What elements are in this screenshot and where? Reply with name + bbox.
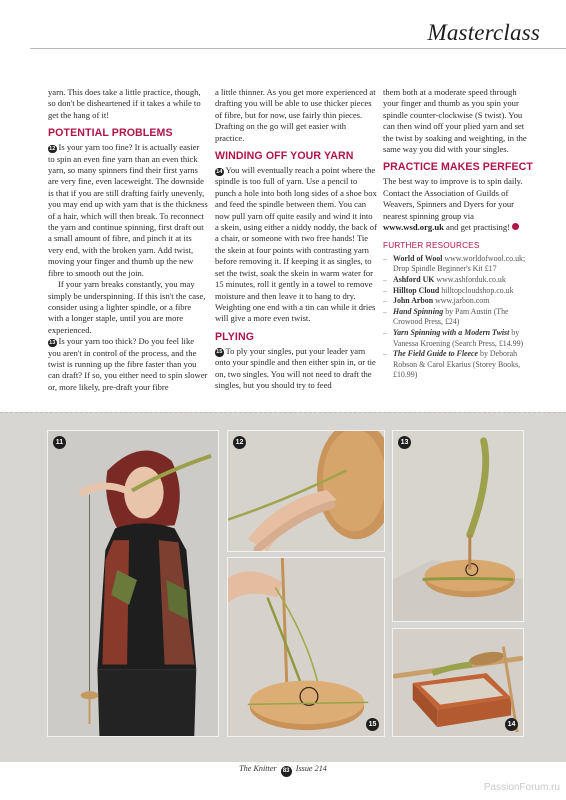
resource-name: The Field Guide to Fleece (393, 349, 479, 359)
resource-name: John Arbon (393, 296, 434, 306)
resource-name: Hilltop Cloud (393, 285, 440, 295)
further-resources-heading: FURTHER RESOURCES (383, 241, 480, 251)
resource-item (383, 296, 533, 307)
photo-tag-15: 15 (366, 718, 379, 731)
paragraph-step-12 (48, 142, 208, 279)
step-number-12: 12 (49, 145, 56, 152)
resource-item (383, 307, 533, 328)
end-mark-icon (512, 223, 519, 230)
resource-detail: by Deborah Robson & Carol Ekarius (Storey Books, £10.99) (393, 349, 521, 380)
heading-winding-off: WINDING OFF YOUR YARN (215, 150, 354, 163)
resource-item (383, 275, 533, 286)
photo-tag-14: 14 (505, 718, 518, 731)
resources-list (383, 254, 533, 381)
heading-practice: PRACTICE MAKES PERFECT (383, 161, 533, 174)
resource-detail: by Vanessa Kroening (Search Press, £14.99) (393, 328, 524, 348)
step-number-13: 13 (49, 339, 56, 346)
step-number-14: 14 (216, 168, 223, 175)
wsd-link[interactable]: www.wsd.org.uk (383, 222, 444, 233)
photo-tag-12: 12 (233, 436, 246, 449)
step-14-text: You will eventually reach a point where the spindle is too full of yarn. Use a pencil to punch a hole into both long sides of a shoe box and feed the spindle between them. You can now pull yarn off quite easily and wind it into a skein, using either a niddy noddy, the back of a chair, or someone with two free hands! Tie the skein at four points with contrasting yarn before removing it. If keeping it as singles, to set the twist, soak the skein in warm water for 15 minutes, roll it gently in a towel to remove moisture and then leave it to hang to dry. Weighting one end with a tin can while it dries will give a more even twist. (215, 165, 377, 324)
resource-name: World of Wool (393, 253, 443, 263)
column-2 (215, 87, 377, 391)
resource-item (383, 349, 533, 381)
resource-item (383, 254, 533, 275)
resource-item (383, 286, 533, 297)
step-number-15: 15 (216, 349, 223, 356)
col2-intro: a little thinner. As you get more experienced at drafting you will be able to use thicker pieces of fibre, but for now, use fairly thin pieces. Drafting on the go will get easier with practice. (215, 87, 376, 143)
footer-magazine: The Knitter (239, 764, 277, 773)
footer (0, 764, 566, 777)
paragraph-step-13 (48, 336, 208, 393)
paragraph-step-15 (215, 346, 377, 392)
photo-14-shoebox (392, 628, 524, 737)
heading-potential-problems: POTENTIAL PROBLEMS (48, 127, 173, 140)
photo-tag-11: 11 (53, 436, 66, 449)
photo-12-drafting (227, 430, 385, 552)
step-15-text: To ply your singles, put your leader yarn onto your spindle and then either spin in, or tie on, two singles. You will not need to draft the singles, but you should try to feed (215, 345, 376, 390)
column-1 (48, 87, 208, 393)
heading-plying: PLYING (215, 330, 255, 343)
photo-tag-13: 13 (398, 436, 411, 449)
paragraph-practice (383, 176, 533, 233)
watermark: PassionForum.ru (483, 782, 560, 793)
resource-name: Hand Spinning (393, 306, 444, 316)
resource-detail: hilltopcloudshop.co.uk (439, 285, 514, 295)
resource-detail: www.ashforduk.co.uk (434, 275, 506, 285)
section-title: Masterclass (427, 20, 540, 45)
col1-intro: yarn. This does take a little practice, though, so don't be disheartened if it takes a while to get the hang of it! (48, 87, 201, 120)
footer-issue: Issue 214 (295, 764, 327, 773)
resource-name: Yarn Spinning with a Modern Twist (393, 328, 510, 338)
paragraph-yarn-breaks: If your yarn breaks constantly, you may simply be underspinning. If this isn't the case, consider using a lighter spindle, or a fibre with a longer staple, until you are more experienced. (48, 279, 206, 335)
resource-detail: www.worldofwool.co.uk; Drop Spindle Beginner's Kit £17 (393, 253, 526, 274)
resource-item (383, 328, 533, 349)
page-number: 83 (281, 766, 292, 777)
resource-detail: www.jarbon.com (433, 296, 490, 306)
step-13-text: Is your yarn too thick? Do you feel like you aren't in control of the process, and the twist is running up the fibre faster than you can draft? If so, you either need to spin slower or, more likely, pre-draft your fibre (48, 336, 208, 392)
column-3 (383, 87, 533, 381)
masthead-rule (30, 48, 566, 49)
photo-15-plying (227, 557, 385, 737)
practice-text-b: and get practising! (443, 222, 510, 233)
col3-intro: them both at a moderate speed through your finger and thumb as you spin your spindle counter-clockwise (S twist). You can then wind off your plied yarn and set the twist by soaking and weighting, in the same way you did with your singles. (383, 87, 527, 155)
resource-name: Ashford UK (393, 275, 435, 285)
photo-11-spinner (47, 430, 219, 737)
resource-detail: by Pam Austin (The Crowood Press, £24) (393, 306, 509, 327)
step-12-text: Is your yarn too fine? It is actually easier to spin an even fine yarn than an even thick yarn, so many spinners find their first yarns are very fine, even laceweight. The downside is that if you are still drafting fairly unevenly, you may end up with yarn that is the thickness of a hair, which will then break. To reconnect the yarn and continue spinning, first draft out a small amount of fibre, and pinch it at its very end, with the broken yarn. Add twist, moving your finger and thumb up the new fibre to smooth out the join. (48, 142, 208, 278)
paragraph-step-14 (215, 165, 377, 325)
practice-text-a: The best way to improve is to spin daily. Contact the Association of Guilds of Weavers, Spinners and Dyers for your nearest spinning group via (383, 176, 523, 221)
photo-13-spindle-top (392, 430, 524, 622)
